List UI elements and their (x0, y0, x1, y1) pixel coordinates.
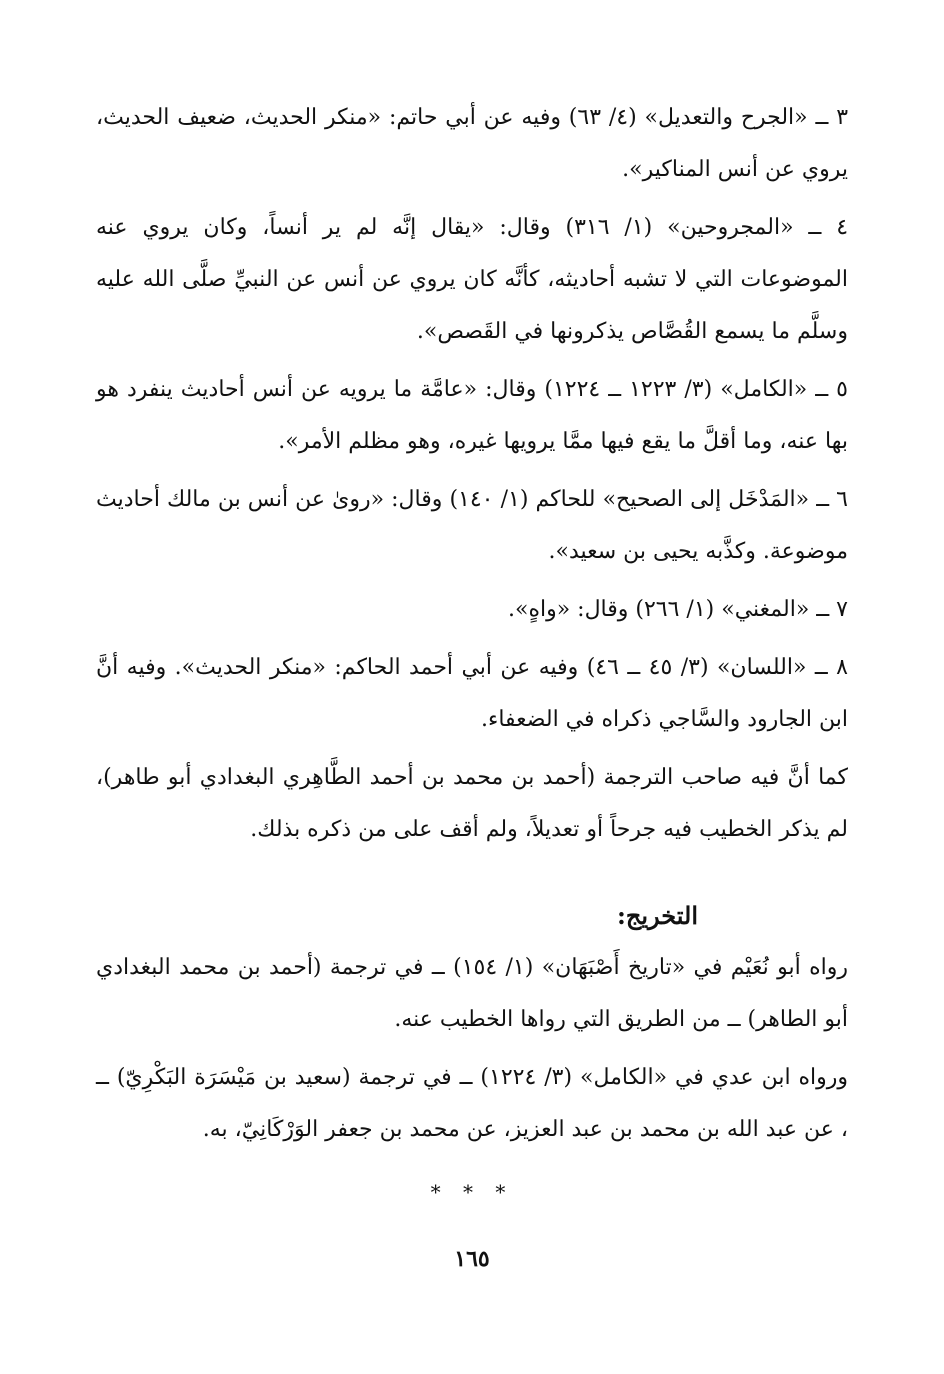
page-number: ١٦٥ (454, 1246, 490, 1272)
section-heading: التخريج: (617, 901, 698, 930)
takhrij-paragraph-2: ورواه ابن عدي في «الكامل» (٣/ ١٢٢٤) ــ في ترجمة (سعيد بن مَيْسَرَة البَكْرِيّ) ــ ، عن عبد الله بن محمد بن عبد العزيز، عن محمد بن جعفر الوَرْكَانِيّ، به. (96, 1065, 849, 1142)
paragraph-item-8: ٨ ــ «اللسان» (٣/ ٤٥ ــ ٤٦) وفيه عن أبي أحمد الحاكم: «منكر الحديث». وفيه أنَّ ابن الجارود والسَّاجي ذكراه في الضعفاء. (96, 655, 848, 732)
paragraph-item-5: ٥ ــ «الكامل» (٣/ ١٢٢٣ ــ ١٢٢٤) وقال: «عامَّة ما يرويه عن أنس أحاديث ينفرد هو بها عنه، وما أقلَّ ما يقع فيها ممَّا يرويها غيره، وهو مظلم الأمر». (96, 377, 848, 454)
paragraph-item-4: ٤ ــ «المجروحين» (١/ ٣١٦) وقال: «يقال إنَّه لم ير أنساً، وكان يروي عنه الموضوعات التي لا تشبه أحاديثه، كأنَّه كان يروي عن أنس عن النبيِّ صلَّى الله عليه وسلَّم ما يسمع القُصَّاص يذكرونها في القَصص». (96, 215, 849, 344)
paragraph-note: كما أنَّ فيه صاحب الترجمة (أحمد بن محمد بن أحمد الطَّاهِري البغدادي أبو طاهر)، لم يذكر الخطيب فيه جرحاً أو تعديلاً، ولم أقف على من ذكره بذلك. (96, 765, 848, 842)
paragraph-item-7: ٧ ــ «المغني» (١/ ٢٦٦) وقال: «واهٍ». (507, 597, 848, 622)
takhrij-paragraph-1: رواه أبو نُعَيْم في «تاريخ أَصْبَهَان» (١/ ١٥٤) ــ في ترجمة (أحمد بن محمد البغدادي أبو الطاهر) ــ من الطريق التي رواها الخطيب عنه. (96, 955, 848, 1032)
paragraph-item-6: ٦ ــ «المَدْخَل إلى الصحيح» للحاكم (١/ ١٤٠) وقال: «روىٰ عن أنس بن مالك أحاديث موضوعة. وكذَّبه يحيى بن سعيد». (96, 487, 848, 564)
main-text (96, 92, 848, 1156)
section-separator: * * * (430, 1180, 514, 1204)
paragraph-item-3: ٣ ــ «الجرح والتعديل» (٤/ ٦٣) وفيه عن أبي حاتم: «منكر الحديث، ضعيف الحديث، يروي عن أنس المناكير». (96, 105, 849, 182)
